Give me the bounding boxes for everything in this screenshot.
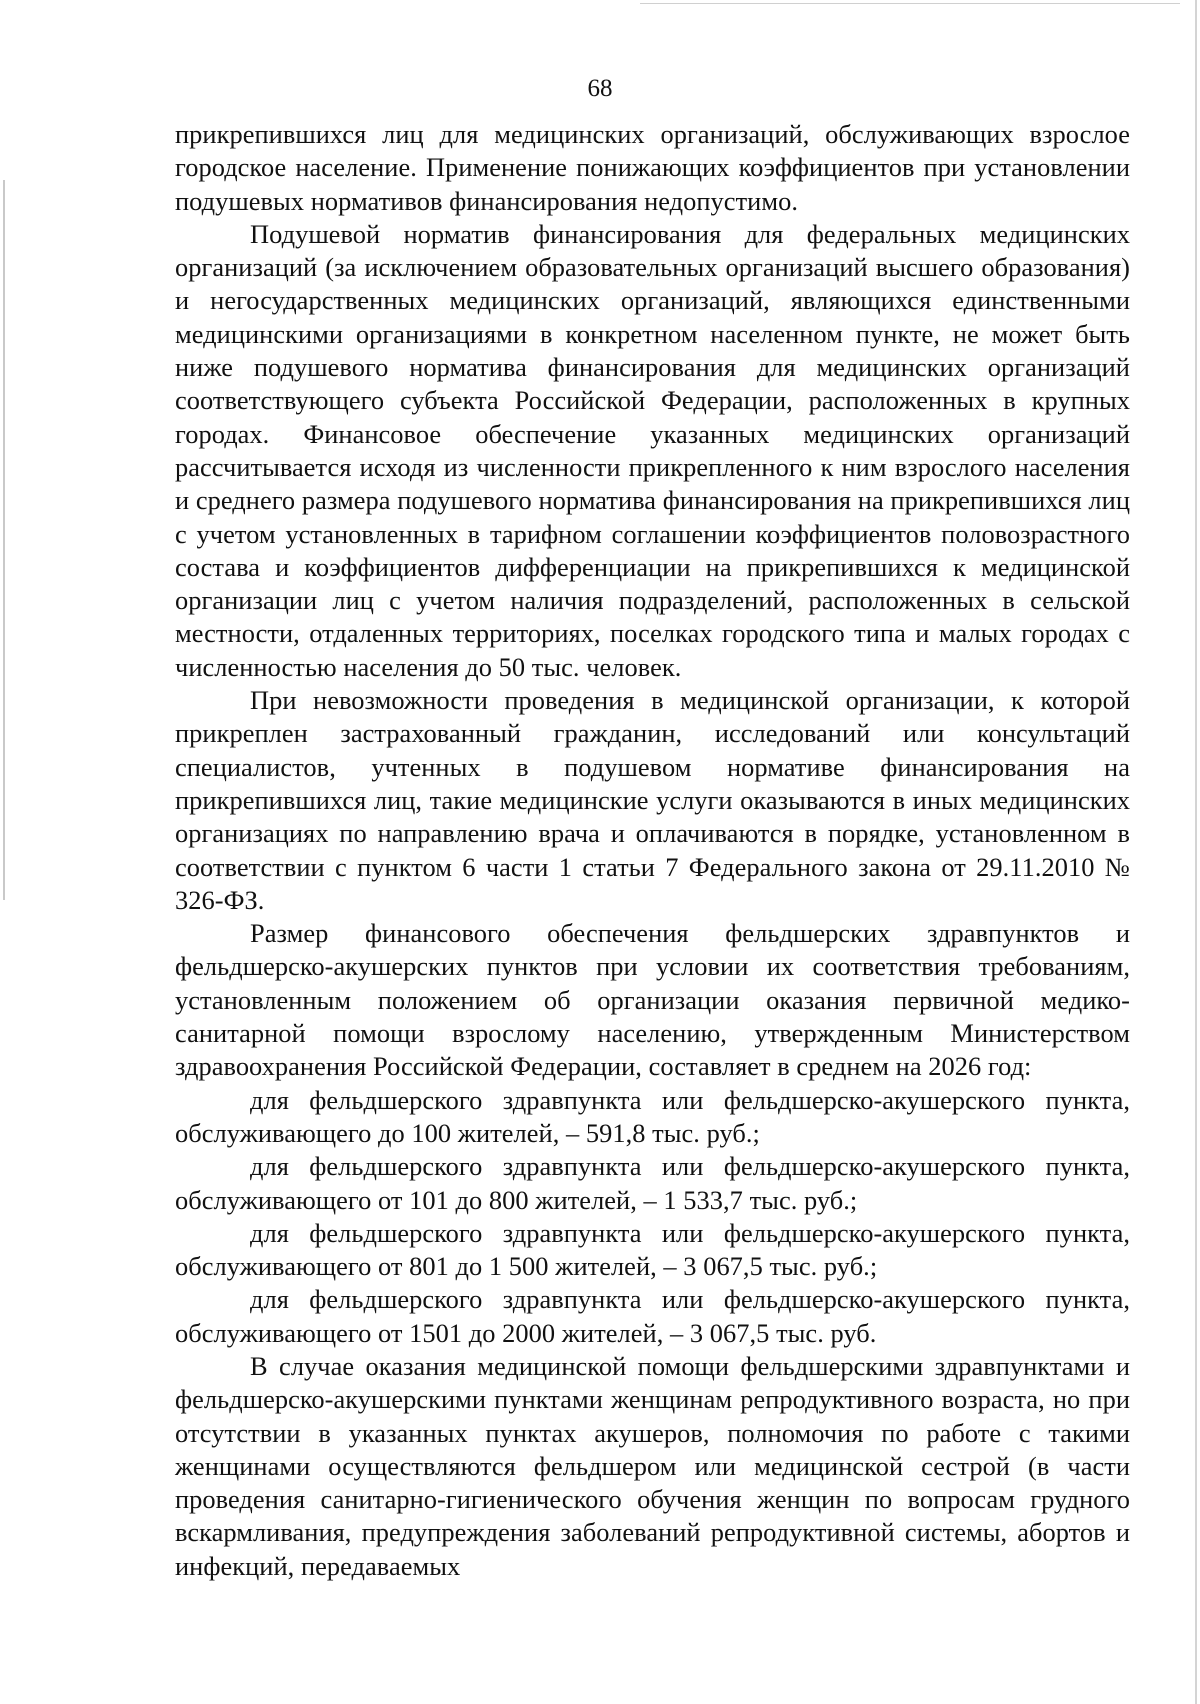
paragraph-per-capita-standard: Подушевой норматив финансирования для федеральных медицинских организаций (за исключением образовательных организаций высшего образования) и негосударственных медицинских организаций, являющихся единственными медицинскими организациями в конкретном населенном пункте, не может быть ниже подушевого норматива финансирования для медицинских организаций соответствующего субъекта Российской Федерации, расположенных в крупных городах. Финансовое обеспечение указанных медицинских организаций рассчитывается исходя из численности прикрепленного к ним взрослого населения и среднего размера подушевого норматива финансирования на прикрепившихся лиц с учетом установленных в тарифном соглашении коэффициентов половозрастного состава и коэффициентов дифференциации на прикрепившихся к медицинской организации лиц с учетом наличия подразделений, расположенных в сельской местности, отдаленных территориях, поселках городского типа и малых городах с численностью населения до 50 тыс. человек. <box>175 218 1130 682</box>
scan-edge-left <box>3 180 5 900</box>
paragraph-reproductive-age-women: В случае оказания медицинской помощи фельдшерскими здравпунктами и фельдшерско-акушерскими пунктами женщинам репродуктивного возраста, но при отсутствии в указанных пунктах акушеров, полномочия по работе с такими женщинами осуществляются фельдшером или медицинской сестрой (в части проведения санитарно-гигиенического обучения женщин по вопросам грудного вскармливания, предупреждения заболеваний репродуктивной системы, абортов и инфекций, передаваемых <box>175 1350 1130 1581</box>
list-item-1501-2000: для фельдшерского здравпункта или фельдшерско-акушерского пункта, обслуживающего от 1501 до 2000 жителей, – 3 067,5 тыс. руб. <box>175 1284 1130 1348</box>
paragraph-continuation: прикрепившихся лиц для медицинских организаций, обслуживающих взрослое городское население. Применение понижающих коэффициентов при установлении подушевых нормативов финансирования недопустимо. <box>175 119 1130 216</box>
paragraph-referral-services: При невозможности проведения в медицинской организации, к которой прикреплен застрахованный гражданин, исследований или консультаций специалистов, учтенных в подушевом нормативе финансирования на прикрепившихся лиц, такие медицинские услуги оказываются в иных медицинских организациях по направлению врача и оплачиваются в порядке, установленном в соответствии с пунктом 6 части 1 статьи 7 Федерального закона от 29.11.2010 № 326-ФЗ. <box>175 685 1130 915</box>
page-number: 68 <box>587 75 613 102</box>
paragraph-feldsher-funding: Размер финансового обеспечения фельдшерских здравпунктов и фельдшерско-акушерских пунктов при условии их соответствия требованиям, установленным положением об организации оказания первичной медико-санитарной помощи взрослому населению, утвержденным Министерством здравоохранения Российской Федерации, составляет в среднем на 2026 год: <box>175 918 1130 1082</box>
list-item-801-1500: для фельдшерского здравпункта или фельдшерско-акушерского пункта, обслуживающего от 801 до 1 500 жителей, – 3 067,5 тыс. руб.; <box>175 1217 1130 1282</box>
list-item-up-to-100: для фельдшерского здравпункта или фельдшерско-акушерского пункта, обслуживающего до 100 жителей, – 591,8 тыс. руб.; <box>175 1084 1130 1148</box>
scan-edge-top <box>640 3 1180 4</box>
scan-edge-right <box>1195 0 1197 1704</box>
list-item-101-800: для фельдшерского здравпункта или фельдшерско-акушерского пункта, обслуживающего от 101 до 800 жителей, – 1 533,7 тыс. руб.; <box>175 1151 1130 1215</box>
document-body <box>175 118 1130 1583</box>
